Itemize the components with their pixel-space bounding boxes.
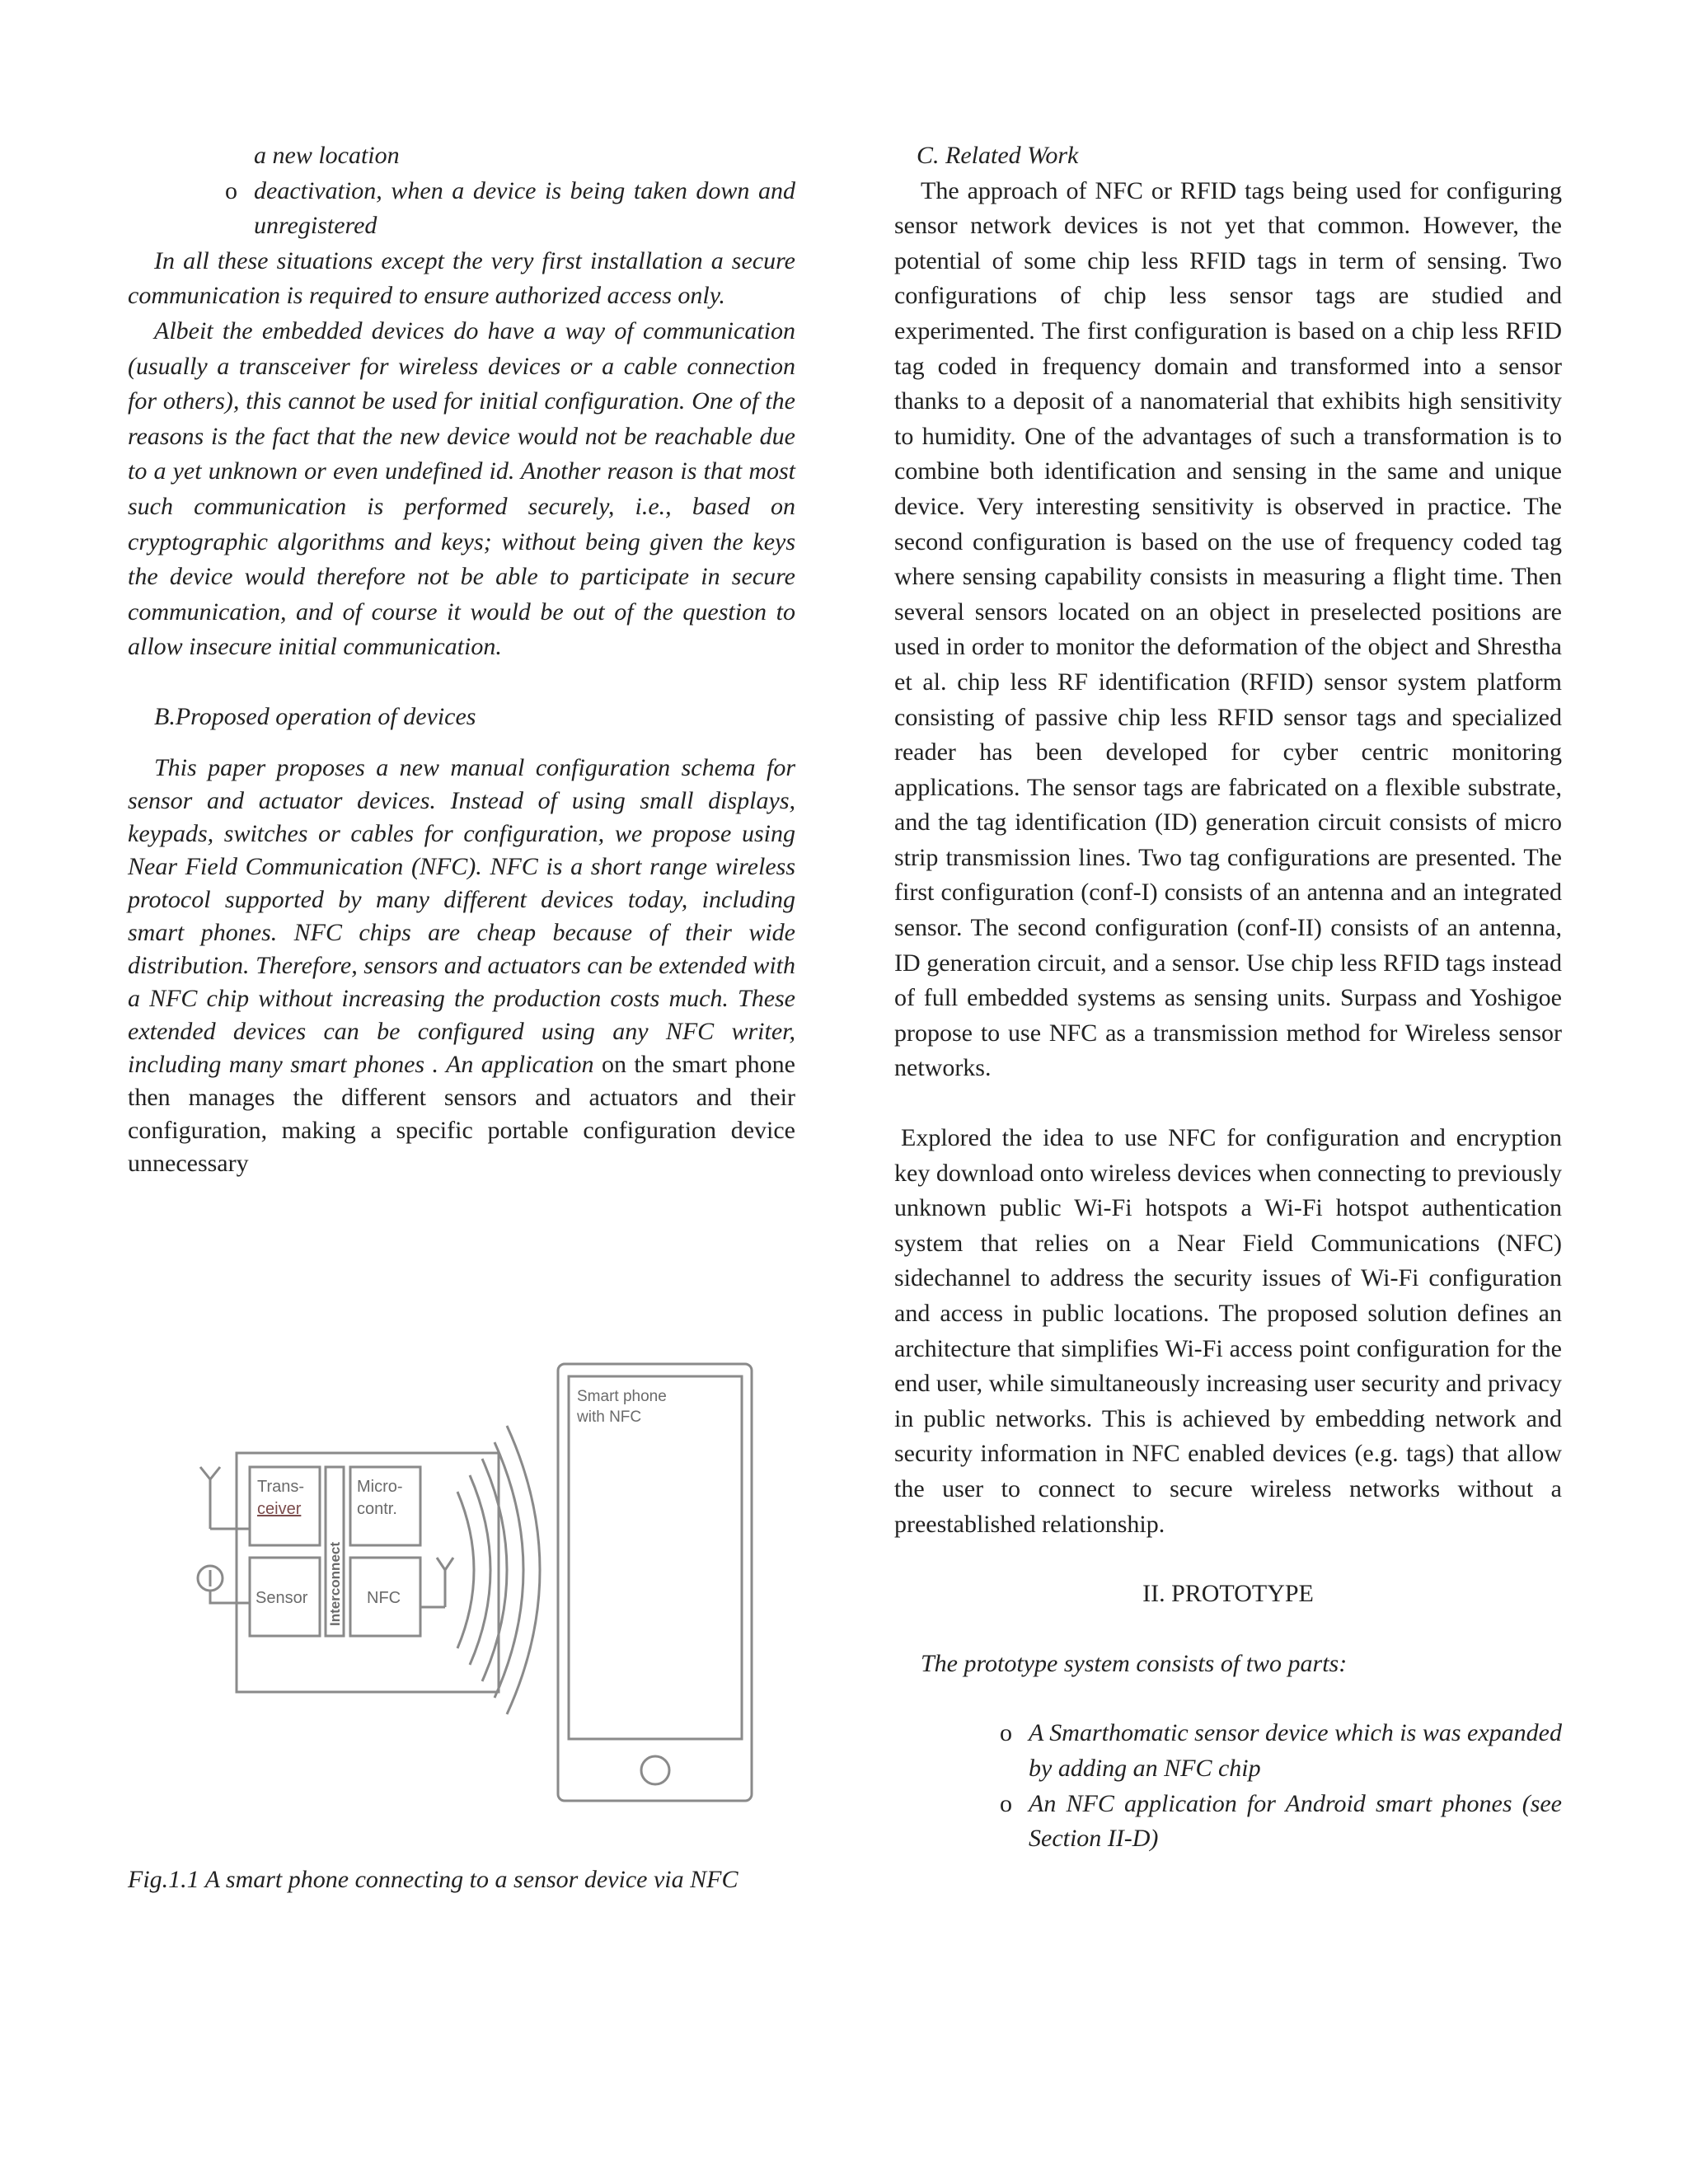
left-column [128,138,795,1180]
label-micro-2: contr. [357,1500,397,1518]
antenna-nfc-icon [420,1558,453,1607]
bullet-symbol: o [1000,1719,1012,1747]
label-phone-2: with NFC [577,1408,642,1426]
list-item-text: deactivation, when a device is being taken down and unregistered [254,176,795,240]
label-transceiver-1: Trans- [257,1478,305,1496]
label-nfc: NFC [367,1589,401,1607]
phone-screen [569,1376,742,1739]
list-item-text: A Smarthomatic sensor device which is was expanded by adding an NFC chip [1029,1719,1562,1782]
antenna-left-icon [200,1467,250,1529]
list-item [128,138,795,174]
wave-icon [457,1492,474,1648]
figure-caption: Fig.1.1 A smart phone connecting to a sensor device via NFC [128,1866,738,1893]
heading-c: C. Related Work [917,142,1079,169]
paragraph-proposes-italic: This paper proposes a new manual configuration schema for sensor and actuator devices. Instead of using small displays, keypads, switches or cables for configuration, we propose using Near Field Communication (NFC). NFC is a short range wireless protocol supported by many different devices today, including smart phones. NFC chips are cheap because of their wide distribution. Therefore, sensors and actuators can be extended with a NFC chip without increasing the production costs much. These extended devices can be configured using any NFC writer, including many smart phones . An application [128,753,795,1078]
smart-phone-icon [558,1364,752,1801]
paragraph-proposes [128,752,795,1180]
list-item [894,1716,1562,1786]
label-interconnect: Interconnect [327,1541,343,1626]
section-title-prototype: II. PROTOTYPE [1142,1580,1314,1608]
list-item-text: a new location [254,142,400,169]
prototype-intro: The prototype system consists of two parts: [921,1649,1348,1677]
paragraph-explored: Explored the idea to use NFC for configuration and encryption key download onto wireless devices when connecting to previously unknown public Wi-Fi hotspots a Wi-Fi hotspot authentication system that relies on a Near Field Communications (NFC) sidechannel to address the security issues of Wi-Fi configuration and access in public locations. The proposed solution defines an architecture that simplifies Wi-Fi access point configuration for the end user, while simultaneously increasing user security and privacy in public networks. This is achieved by embedding network and security information in NFC enabled devices (e.g. tags) that allow the user to connect to secure wireless networks without a preestablished relationship. [894,1124,1562,1538]
paragraph-albeit: Albeit the embedded devices do have a way of communication (usually a transceiver for wireless devices or a cable connection for others), this cannot be used for initial configuration. One of the reasons is the fact that the new device would not be reachable due to a yet unknown or even undefined id. Another reason is that most such communication is performed securely, i.e., based on cryptographic algorithms and keys; without being given the keys the device would therefore not be able to participate in secure communication, and of course it would be out of the question to allow insecure initial communication. [128,316,795,661]
label-transceiver-2: ceiver [257,1500,302,1518]
heading-b: B.Proposed operation of devices [154,702,476,730]
list-item [894,1787,1562,1857]
label-sensor: Sensor [256,1589,308,1607]
bullet-symbol: o [225,176,237,204]
phone-home-button-icon [641,1756,669,1784]
paragraph-related-work: The approach of NFC or RFID tags being used for configuring sensor network devices is not yet that common. However, the potential of some chip less RFID tags in term of sensing. Two configurations of chip less sensor tags are studied and experimented. The first configuration is based on a chip less RFID tag coded in frequency domain and transformed into a sensor thanks to a deposit of a nanomaterial that exhibits high sensitivity to humidity. One of the advantages of such a transformation is to combine both identification and sensing in the same and unique device. Very interesting sensitivity is observed in practice. The second configuration is based on the use of frequency coded tag where sensing capability consists in measuring a flight time. Then several sensors located on an object in preselected positions are used in order to monitor the deformation of the object and Shrestha et al. chip less RF identification (RFID) sensor system platform consisting of passive chip less RFID sensor tags and specialized reader has been developed for cyber centric monitoring applications. The sensor tags are fabricated on a flexible substrate, and the tag identification (ID) generation circuit consists of micro strip transmission lines. Two tag configurations are presented. The first configuration (conf-I) consists of an antenna and an integrated sensor. The second configuration (conf-II) consists of an antenna, ID generation circuit, and a sensor. Use chip less RFID tags instead of full embedded systems as sensing units. Surpass and Yoshigoe propose to use NFC as a transmission method for Wireless sensor networks. [894,176,1562,1082]
label-micro-1: Micro- [357,1478,403,1496]
paragraph-proposes-roman: on the smart phone then manages the different sensors and actuators and their configuration, making a specific portable configuration device unnecessary [128,1050,795,1177]
figure-nfc-diagram [128,1323,779,1817]
label-phone-1: Smart phone [577,1388,667,1405]
paragraph-secure: In all these situations except the very first installation a secure communication is required to ensure authorized access only. [128,246,795,310]
right-column [894,138,1562,1857]
list-item-text: An NFC application for Android smart phones (see Section II-D) [1029,1789,1562,1853]
list-item [128,174,795,244]
diagram-svg [128,1323,779,1817]
bullet-symbol: o [1000,1789,1012,1817]
